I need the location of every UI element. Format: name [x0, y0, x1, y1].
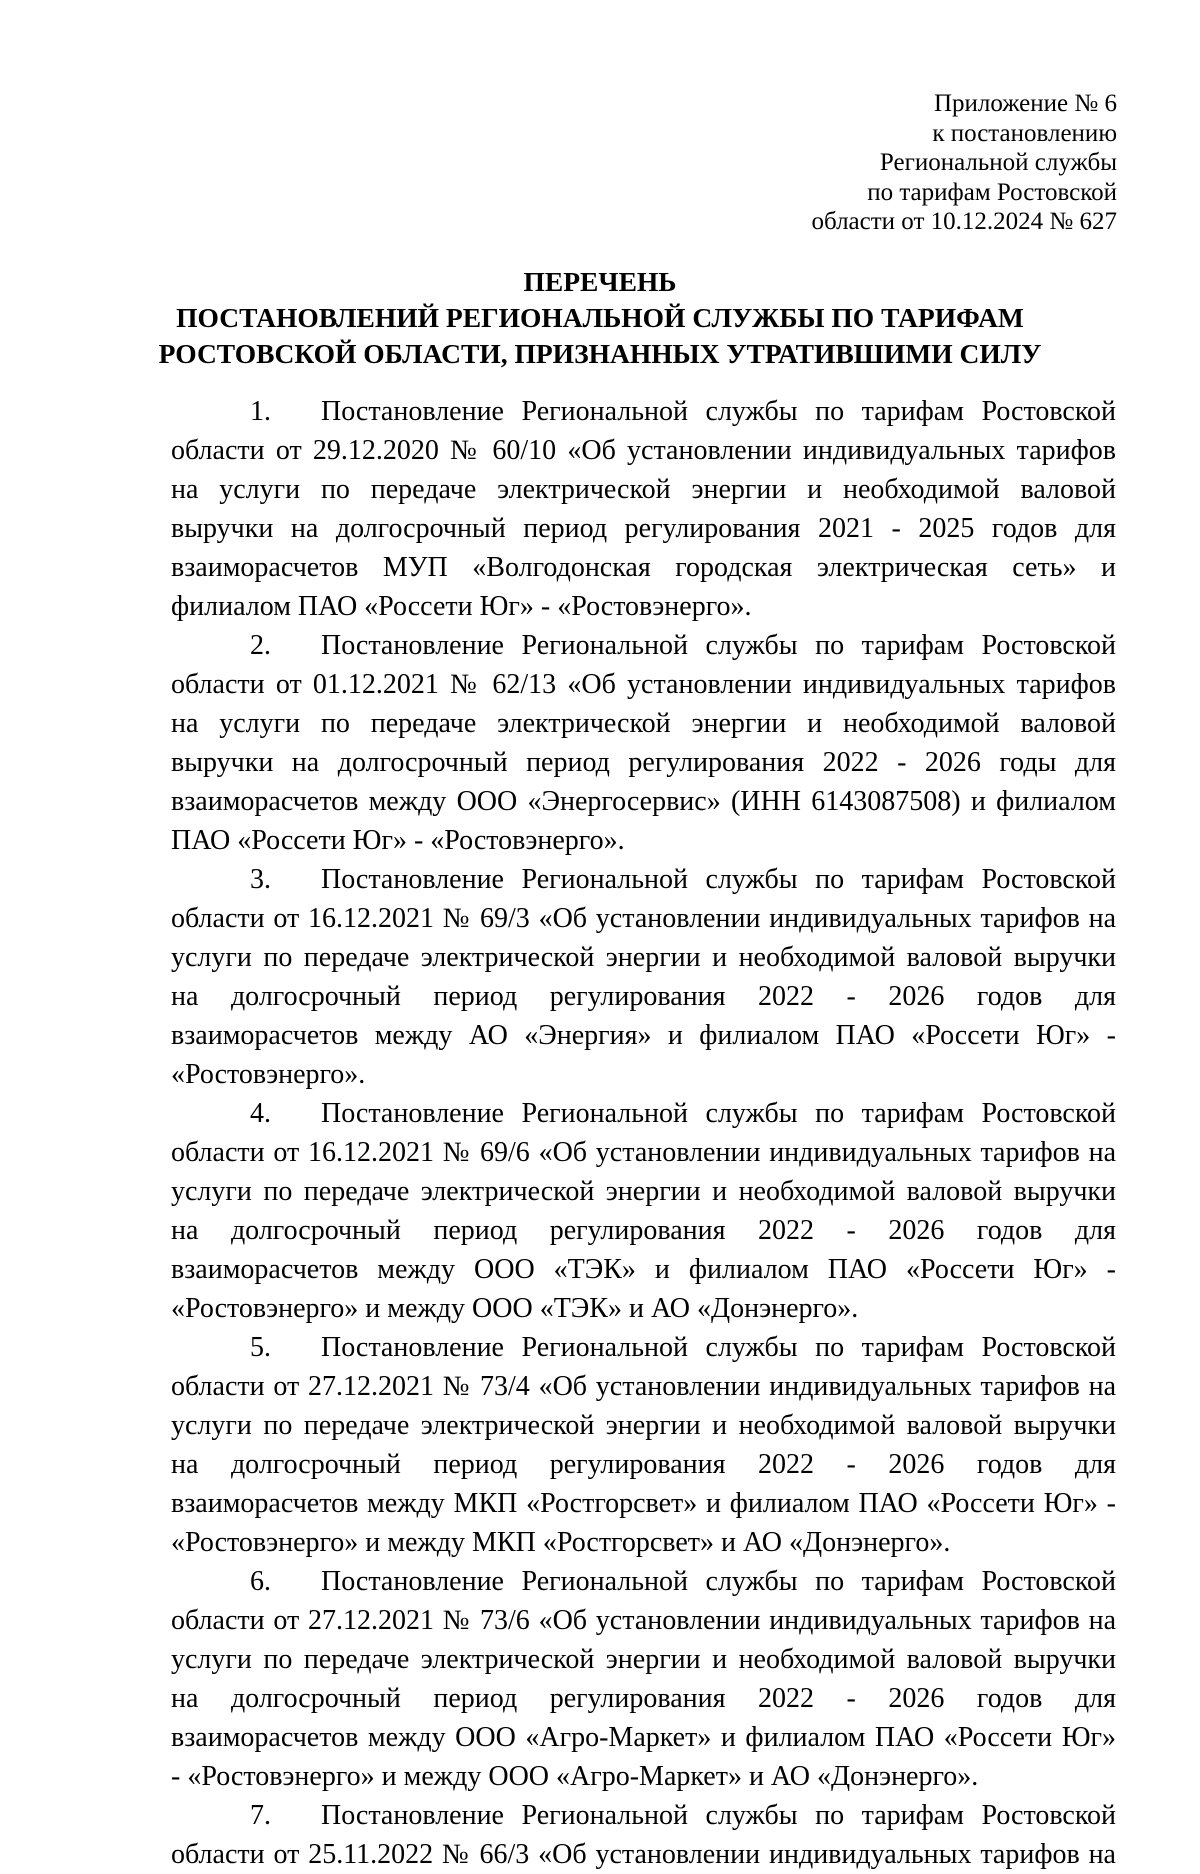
list-item-line	[171, 1562, 1116, 1601]
title-line: ПОСТАНОВЛЕНИЙ РЕГИОНАЛЬНОЙ СЛУЖБЫ ПО ТАРИФАМ	[176, 302, 1024, 333]
list-item-line: области от 27.12.2021 № 73/6 «Об установлении индивидуальных тарифов на	[171, 1605, 1116, 1636]
list-item	[171, 1796, 1116, 1874]
list-item	[171, 1328, 1116, 1562]
list-item-text: Постановление Региональной службы по тарифам Ростовской	[321, 1332, 1116, 1363]
appendix-line: Приложение № 6	[933, 90, 1117, 117]
appendix-line: Региональной службы	[879, 149, 1117, 176]
list-item-number: 3.	[250, 864, 271, 895]
list-item	[171, 626, 1116, 860]
list-item-line	[171, 626, 1116, 665]
list-item-line	[171, 860, 1116, 899]
list-item-line: области от 25.11.2022 № 66/3 «Об установлении индивидуальных тарифов на	[171, 1839, 1116, 1870]
list-item-text: Постановление Региональной службы по тарифам Ростовской	[321, 396, 1116, 427]
list-item-line: «Ростовэнерго» и между МКП «Ростгорсвет» и АО «Донэнерго».	[171, 1527, 951, 1558]
list-item-line: области от 01.12.2021 № 62/13 «Об установлении индивидуальных тарифов	[171, 669, 1116, 700]
resolution-list	[171, 392, 1116, 1874]
list-item-line	[171, 392, 1116, 431]
appendix-line: по тарифам Ростовской	[867, 178, 1117, 206]
title-line: ПЕРЕЧЕНЬ	[523, 266, 677, 297]
appendix-line: области от 10.12.2024 № 627	[811, 208, 1117, 235]
list-item-line: «Ростовэнерго».	[171, 1059, 366, 1090]
list-item-line: «Ростовэнерго» и между ООО «ТЭК» и АО «Донэнерго».	[171, 1293, 859, 1324]
list-item	[171, 392, 1116, 626]
list-item-line: на долгосрочный период регулирования 2022 - 2026 годов для	[171, 1683, 1116, 1714]
list-item-line	[171, 1796, 1116, 1835]
list-item-line: услуги по передаче электрической энергии и необходимой валовой выручки	[171, 1410, 1116, 1441]
list-item	[171, 1562, 1116, 1796]
list-item-line: филиалом ПАО «Россети Юг» - «Ростовэнерго».	[171, 591, 752, 622]
list-item-line: на долгосрочный период регулирования 2022 - 2026 годов для	[171, 1215, 1116, 1246]
list-item	[171, 1094, 1116, 1328]
list-item-text: Постановление Региональной службы по тарифам Ростовской	[321, 1800, 1116, 1831]
list-item-line: услуги по передаче электрической энергии и необходимой валовой выручки	[171, 1176, 1116, 1207]
list-item-line: взаиморасчетов между ООО «Агро-Маркет» и филиалом ПАО «Россети Юг»	[171, 1722, 1116, 1753]
list-item-line: взаиморасчетов между ООО «ТЭК» и филиалом ПАО «Россети Юг» -	[171, 1254, 1116, 1285]
appendix-line: к постановлению	[932, 119, 1117, 147]
list-item-text: Постановление Региональной службы по тарифам Ростовской	[321, 630, 1116, 661]
list-item-line: взаиморасчетов между ООО «Энергосервис» (ИНН 6143087508) и филиалом	[171, 786, 1116, 817]
list-item-line: взаиморасчетов между АО «Энергия» и филиалом ПАО «Россети Юг» -	[171, 1020, 1116, 1051]
list-item-line: области от 16.12.2021 № 69/3 «Об установлении индивидуальных тарифов на	[171, 903, 1116, 934]
list-item-text: Постановление Региональной службы по тарифам Ростовской	[321, 1566, 1116, 1597]
list-item-line: взаиморасчетов МУП «Волгодонская городская электрическая сеть» и	[171, 552, 1116, 583]
list-item-line: услуги по передаче электрической энергии и необходимой валовой выручки	[171, 1644, 1116, 1675]
list-item-line: на долгосрочный период регулирования 2022 - 2026 годов для	[171, 981, 1116, 1012]
document-title	[140, 264, 1060, 372]
list-item-number: 2.	[250, 630, 271, 661]
list-item-number: 7.	[250, 1800, 271, 1831]
list-item-number: 4.	[250, 1098, 271, 1129]
list-item-number: 5.	[250, 1332, 271, 1363]
list-item-line: области от 29.12.2020 № 60/10 «Об установлении индивидуальных тарифов	[171, 435, 1116, 466]
list-item-line: области от 27.12.2021 № 73/4 «Об установлении индивидуальных тарифов на	[171, 1371, 1116, 1402]
list-item-line: услуги по передаче электрической энергии и необходимой валовой выручки	[171, 942, 1116, 973]
appendix-reference	[717, 89, 1117, 237]
list-item-number: 1.	[250, 396, 271, 427]
list-item-line: на услуги по передаче электрической энергии и необходимой валовой	[171, 474, 1116, 505]
list-item-line: на услуги по передаче электрической энергии и необходимой валовой	[171, 708, 1116, 739]
list-item-line	[171, 1094, 1116, 1133]
list-item-line: выручки на долгосрочный период регулирования 2022 - 2026 годы для	[171, 747, 1116, 778]
list-item-line: взаиморасчетов между МКП «Ростгорсвет» и филиалом ПАО «Россети Юг» -	[171, 1488, 1116, 1519]
list-item-line: ПАО «Россети Юг» - «Ростовэнерго».	[171, 825, 625, 856]
list-item-line: выручки на долгосрочный период регулирования 2021 - 2025 годов для	[171, 513, 1116, 544]
title-line: РОСТОВСКОЙ ОБЛАСТИ, ПРИЗНАННЫХ УТРАТИВШИМИ СИЛУ	[158, 338, 1042, 369]
list-item-line	[171, 1328, 1116, 1367]
list-item-number: 6.	[250, 1566, 271, 1597]
list-item-text: Постановление Региональной службы по тарифам Ростовской	[321, 1098, 1116, 1129]
list-item-line: области от 16.12.2021 № 69/6 «Об установлении индивидуальных тарифов на	[171, 1137, 1116, 1168]
list-item-text: Постановление Региональной службы по тарифам Ростовской	[321, 864, 1116, 895]
list-item-line: - «Ростовэнерго» и между ООО «Агро-Маркет» и АО «Донэнерго».	[171, 1761, 979, 1792]
list-item	[171, 860, 1116, 1094]
list-item-line: на долгосрочный период регулирования 2022 - 2026 годов для	[171, 1449, 1116, 1480]
